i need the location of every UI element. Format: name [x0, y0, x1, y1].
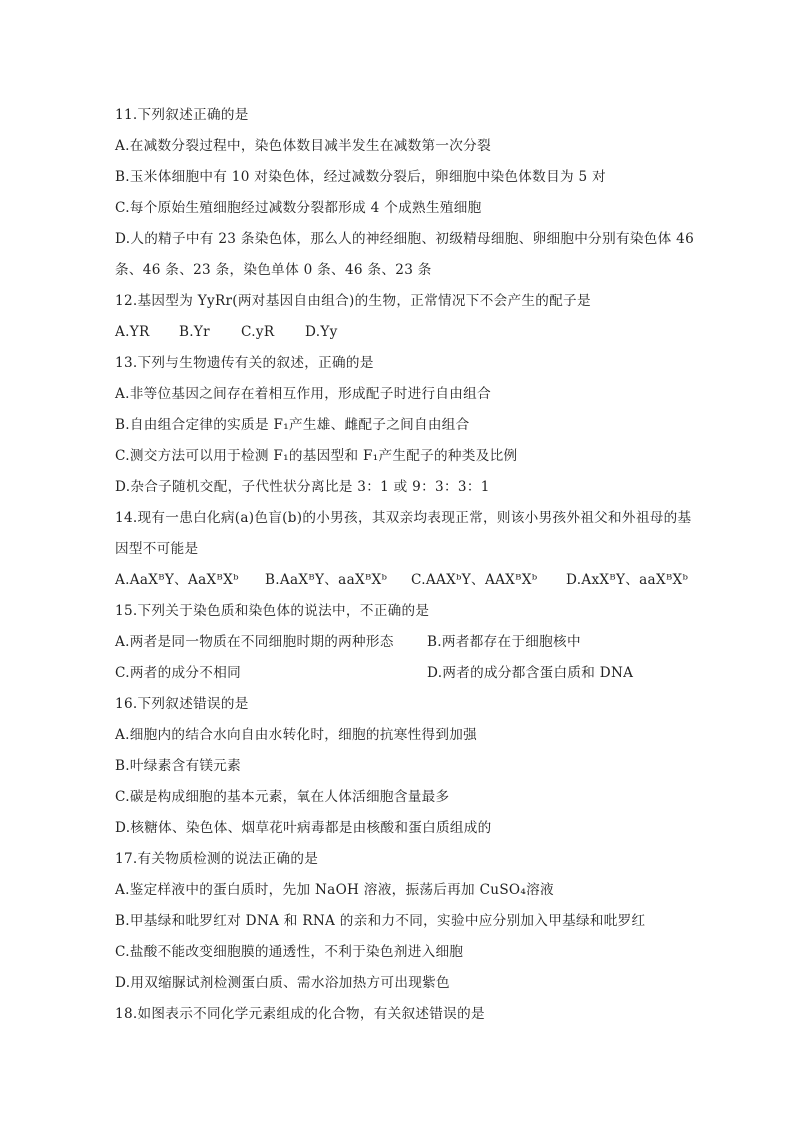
question-11-stem: 11.下列叙述正确的是	[115, 107, 249, 123]
question-18-stem: 18.如图表示不同化学元素组成的化合物，有关叙述错误的是	[115, 1006, 485, 1022]
question-11-option-d: D.人的精子中有 23 条染色体，那么人的神经细胞、初级精母细胞、卵细胞中分别有染色体 46	[115, 231, 695, 247]
question-15-option-a: A.两者是同一物质在不同细胞时期的两种形态	[115, 634, 394, 650]
question-17-stem: 17.有关物质检测的说法正确的是	[115, 851, 319, 867]
question-16-option-a: A.细胞内的结合水向自由水转化时，细胞的抗寒性得到加强	[115, 727, 478, 743]
question-14-option-c: C.AAXᵇY、AAXᴮXᵇ	[411, 572, 538, 588]
question-12-option-d: D.Yy	[305, 324, 338, 340]
question-12-options	[115, 317, 715, 348]
question-12-option-a: A.YR	[115, 324, 150, 340]
question-16-stem: 16.下列叙述错误的是	[115, 696, 249, 712]
question-11-option-d-cont: 条、46 条、23 条，染色单体 0 条、46 条、23 条	[115, 262, 432, 278]
question-12-option-c: C.yR	[241, 324, 275, 340]
question-13-option-d: D.杂合子随机交配，子代性状分离比是 3：1 或 9：3：3：1	[115, 479, 490, 495]
question-11-option-c: C.每个原始生殖细胞经过减数分裂都形成 4 个成熟生殖细胞	[115, 200, 482, 216]
question-16-option-d: D.核糖体、染色体、烟草花叶病毒都是由核酸和蛋白质组成的	[115, 820, 492, 836]
question-17-option-d: D.用双缩脲试剂检测蛋白质、需水浴加热方可出现紫色	[115, 975, 450, 991]
question-14-stem: 14.现有一患白化病(a)色盲(b)的小男孩，其双亲均表现正常，则该小男孩外祖父和外祖母的基	[115, 510, 692, 526]
question-15-option-d: D.两者的成分都含蛋白质和 DNA	[427, 665, 634, 681]
question-14-options	[115, 565, 715, 596]
question-16-option-b: B.叶绿素含有镁元素	[115, 758, 242, 774]
question-15-option-b: B.两者都存在于细胞核中	[427, 634, 581, 650]
question-13-option-a: A.非等位基因之间存在着相互作用，形成配子时进行自由组合	[115, 386, 491, 402]
question-17-option-a: A.鉴定样液中的蛋白质时，先加 NaOH 溶液，振荡后再加 CuSO₄溶液	[115, 882, 554, 898]
question-13-stem: 13.下列与生物遗传有关的叙述，正确的是	[115, 355, 374, 371]
question-15-options-row2	[115, 658, 715, 689]
question-14-option-d: D.AxXᴮY、aaXᴮXᵇ	[566, 572, 689, 588]
exam-page	[115, 100, 715, 1030]
question-14-stem-cont: 因型不可能是	[115, 541, 199, 557]
question-11-option-a: A.在减数分裂过程中，染色体数目减半发生在减数第一次分裂	[115, 138, 491, 154]
question-15-option-c: C.两者的成分不相同	[115, 665, 241, 681]
question-11-option-b: B.玉米体细胞中有 10 对染色体，经过减数分裂后，卵细胞中染色体数目为 5 对	[115, 169, 606, 185]
question-12-stem: 12.基因型为 YyRr(两对基因自由组合)的生物，正常情况下不会产生的配子是	[115, 293, 591, 309]
question-14-option-a: A.AaXᴮY、AaXᴮXᵇ	[115, 572, 239, 588]
question-13-option-b: B.自由组合定律的实质是 F₁产生雄、雌配子之间自由组合	[115, 417, 470, 433]
question-12-option-b: B.Yr	[179, 324, 210, 340]
question-17-option-c: C.盐酸不能改变细胞膜的通透性，不利于染色剂进入细胞	[115, 944, 464, 960]
question-14-option-b: B.AaXᴮY、aaXᴮXᵇ	[265, 572, 388, 588]
question-17-option-b: B.甲基绿和吡罗红对 DNA 和 RNA 的亲和力不同，实验中应分别加入甲基绿和吡罗红	[115, 913, 646, 929]
question-15-stem: 15.下列关于染色质和染色体的说法中，不正确的是	[115, 603, 430, 619]
question-15-options-row1	[115, 627, 715, 658]
question-13-option-c: C.测交方法可以用于检测 F₁的基因型和 F₁产生配子的种类及比例	[115, 448, 518, 464]
question-16-option-c: C.碳是构成细胞的基本元素，氧在人体活细胞含量最多	[115, 789, 450, 805]
